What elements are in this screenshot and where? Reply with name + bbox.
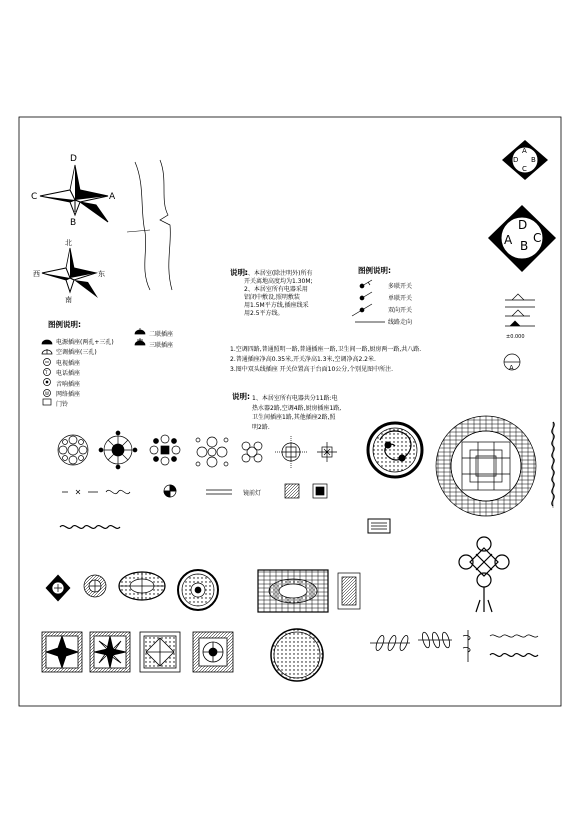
notes-left-title: 说明:	[230, 268, 248, 277]
badge-large	[488, 205, 556, 272]
notes-bottom-title: 说明:	[232, 392, 250, 401]
legend-left-item: 电源插座(两孔+三孔)	[56, 339, 114, 346]
lattice-medallion	[436, 416, 536, 516]
elevation-letter: A	[509, 364, 514, 372]
wave-border	[60, 526, 120, 529]
legend-left-side-item: 三联插座	[149, 342, 174, 349]
legend-left-item: 门铃	[56, 401, 69, 409]
notes-bottom-line: 热水器2路,空调4路,厨房插座1路,	[252, 404, 342, 412]
legend-left-side-item: 二联插座	[149, 331, 174, 338]
notes-bottom-line: 卫生间插座1路,其他插座2路,照	[252, 414, 336, 421]
svg-text:B: B	[531, 156, 536, 164]
svg-text:D: D	[518, 218, 528, 232]
circuit-note: 3.图中双头线插座 开关位置高于台面10公分,个别见图中所注.	[230, 366, 394, 373]
legend-left-item: 电视插座	[56, 359, 81, 367]
circuit-note: 2.普通插座净高0.35米,开关净高1.3米,空调净高2.2米.	[230, 356, 376, 363]
compass1-w: C	[31, 192, 38, 202]
ornament-row-2	[62, 484, 327, 498]
compass2-n: 北	[65, 239, 72, 247]
legend-left-item: 网络插座	[56, 391, 81, 399]
notes-left-body	[244, 270, 313, 318]
notes-bottom-line: 1、本居室所有电器共分11路:电	[252, 395, 338, 402]
leaf-ornaments	[370, 630, 538, 662]
mirror-light-label: 镜前灯	[243, 490, 262, 497]
legend-right-item: 双向开关	[388, 307, 413, 314]
north-arrow-cn	[42, 248, 98, 298]
notes-left-line: 用1.5M平方线,插座线采	[244, 302, 309, 309]
break-line-2	[160, 160, 172, 290]
badge-small	[502, 140, 548, 180]
notes-bottom-line: 明2路.	[252, 423, 270, 431]
notes-left-line: 2、本居室所有电器采用	[244, 286, 308, 293]
svg-text:C: C	[522, 165, 527, 173]
svg-text:A: A	[504, 233, 513, 247]
ornament-row-3	[46, 570, 360, 612]
legend-left-item: 电话插座	[56, 370, 81, 378]
legend-right-item: 线路走向	[388, 319, 413, 326]
legend-right-items	[388, 281, 412, 329]
legend-left-item: 音响插座	[56, 380, 81, 388]
notes-left-line: 开关离地高度均为1.30M;	[244, 278, 313, 285]
compass2-s: 南	[65, 296, 72, 304]
legend-left-items	[56, 338, 114, 411]
compass1-n: D	[70, 154, 77, 164]
switch-symbols	[352, 280, 385, 322]
compass1-e: A	[109, 192, 116, 202]
elevation-label: ±0.000	[506, 334, 525, 340]
legend-left-title: 图例说明:	[48, 320, 81, 329]
svg-text:A: A	[522, 147, 527, 155]
notes-left-line: 用2.5平方线。	[244, 310, 284, 317]
ornament-row-1	[58, 431, 337, 469]
legend-left-side-items	[149, 329, 173, 351]
compass2-e: 东	[98, 270, 105, 278]
compass2-w: 西	[33, 270, 40, 278]
circuit-notes	[230, 345, 421, 375]
north-arrow-abcd	[40, 165, 108, 222]
svg-text:W: W	[45, 391, 49, 396]
notes-left-line: 铝闭中敷设,照明敷装	[244, 294, 300, 301]
endless-knot	[459, 537, 509, 612]
legend-right-title: 图例说明:	[358, 266, 391, 275]
svg-text:T: T	[45, 370, 48, 375]
compass1-s: B	[70, 218, 77, 228]
notes-bottom-body	[252, 394, 341, 432]
break-line-1	[135, 162, 150, 290]
break-mark	[127, 230, 150, 232]
svg-text:D: D	[513, 156, 519, 164]
legend-left-item: 空调插座(三孔)	[56, 349, 97, 357]
legend-right-item: 多联开关	[388, 283, 413, 290]
svg-text:C: C	[533, 231, 542, 245]
elevation-marker	[504, 294, 535, 370]
notes-left-line: 1、本居室(除注明外)所有	[244, 270, 313, 277]
square-medallions	[42, 629, 323, 681]
vent-grille-lines	[371, 523, 387, 529]
svg-text:B: B	[520, 239, 529, 253]
chinese-circle-ornament	[368, 423, 422, 477]
circuit-note: 1.空调四路,普通照明一路,普通插座一路,卫生间一路,厨房两一路,共八路.	[230, 346, 422, 353]
legend-right-item: 单联开关	[388, 295, 413, 302]
